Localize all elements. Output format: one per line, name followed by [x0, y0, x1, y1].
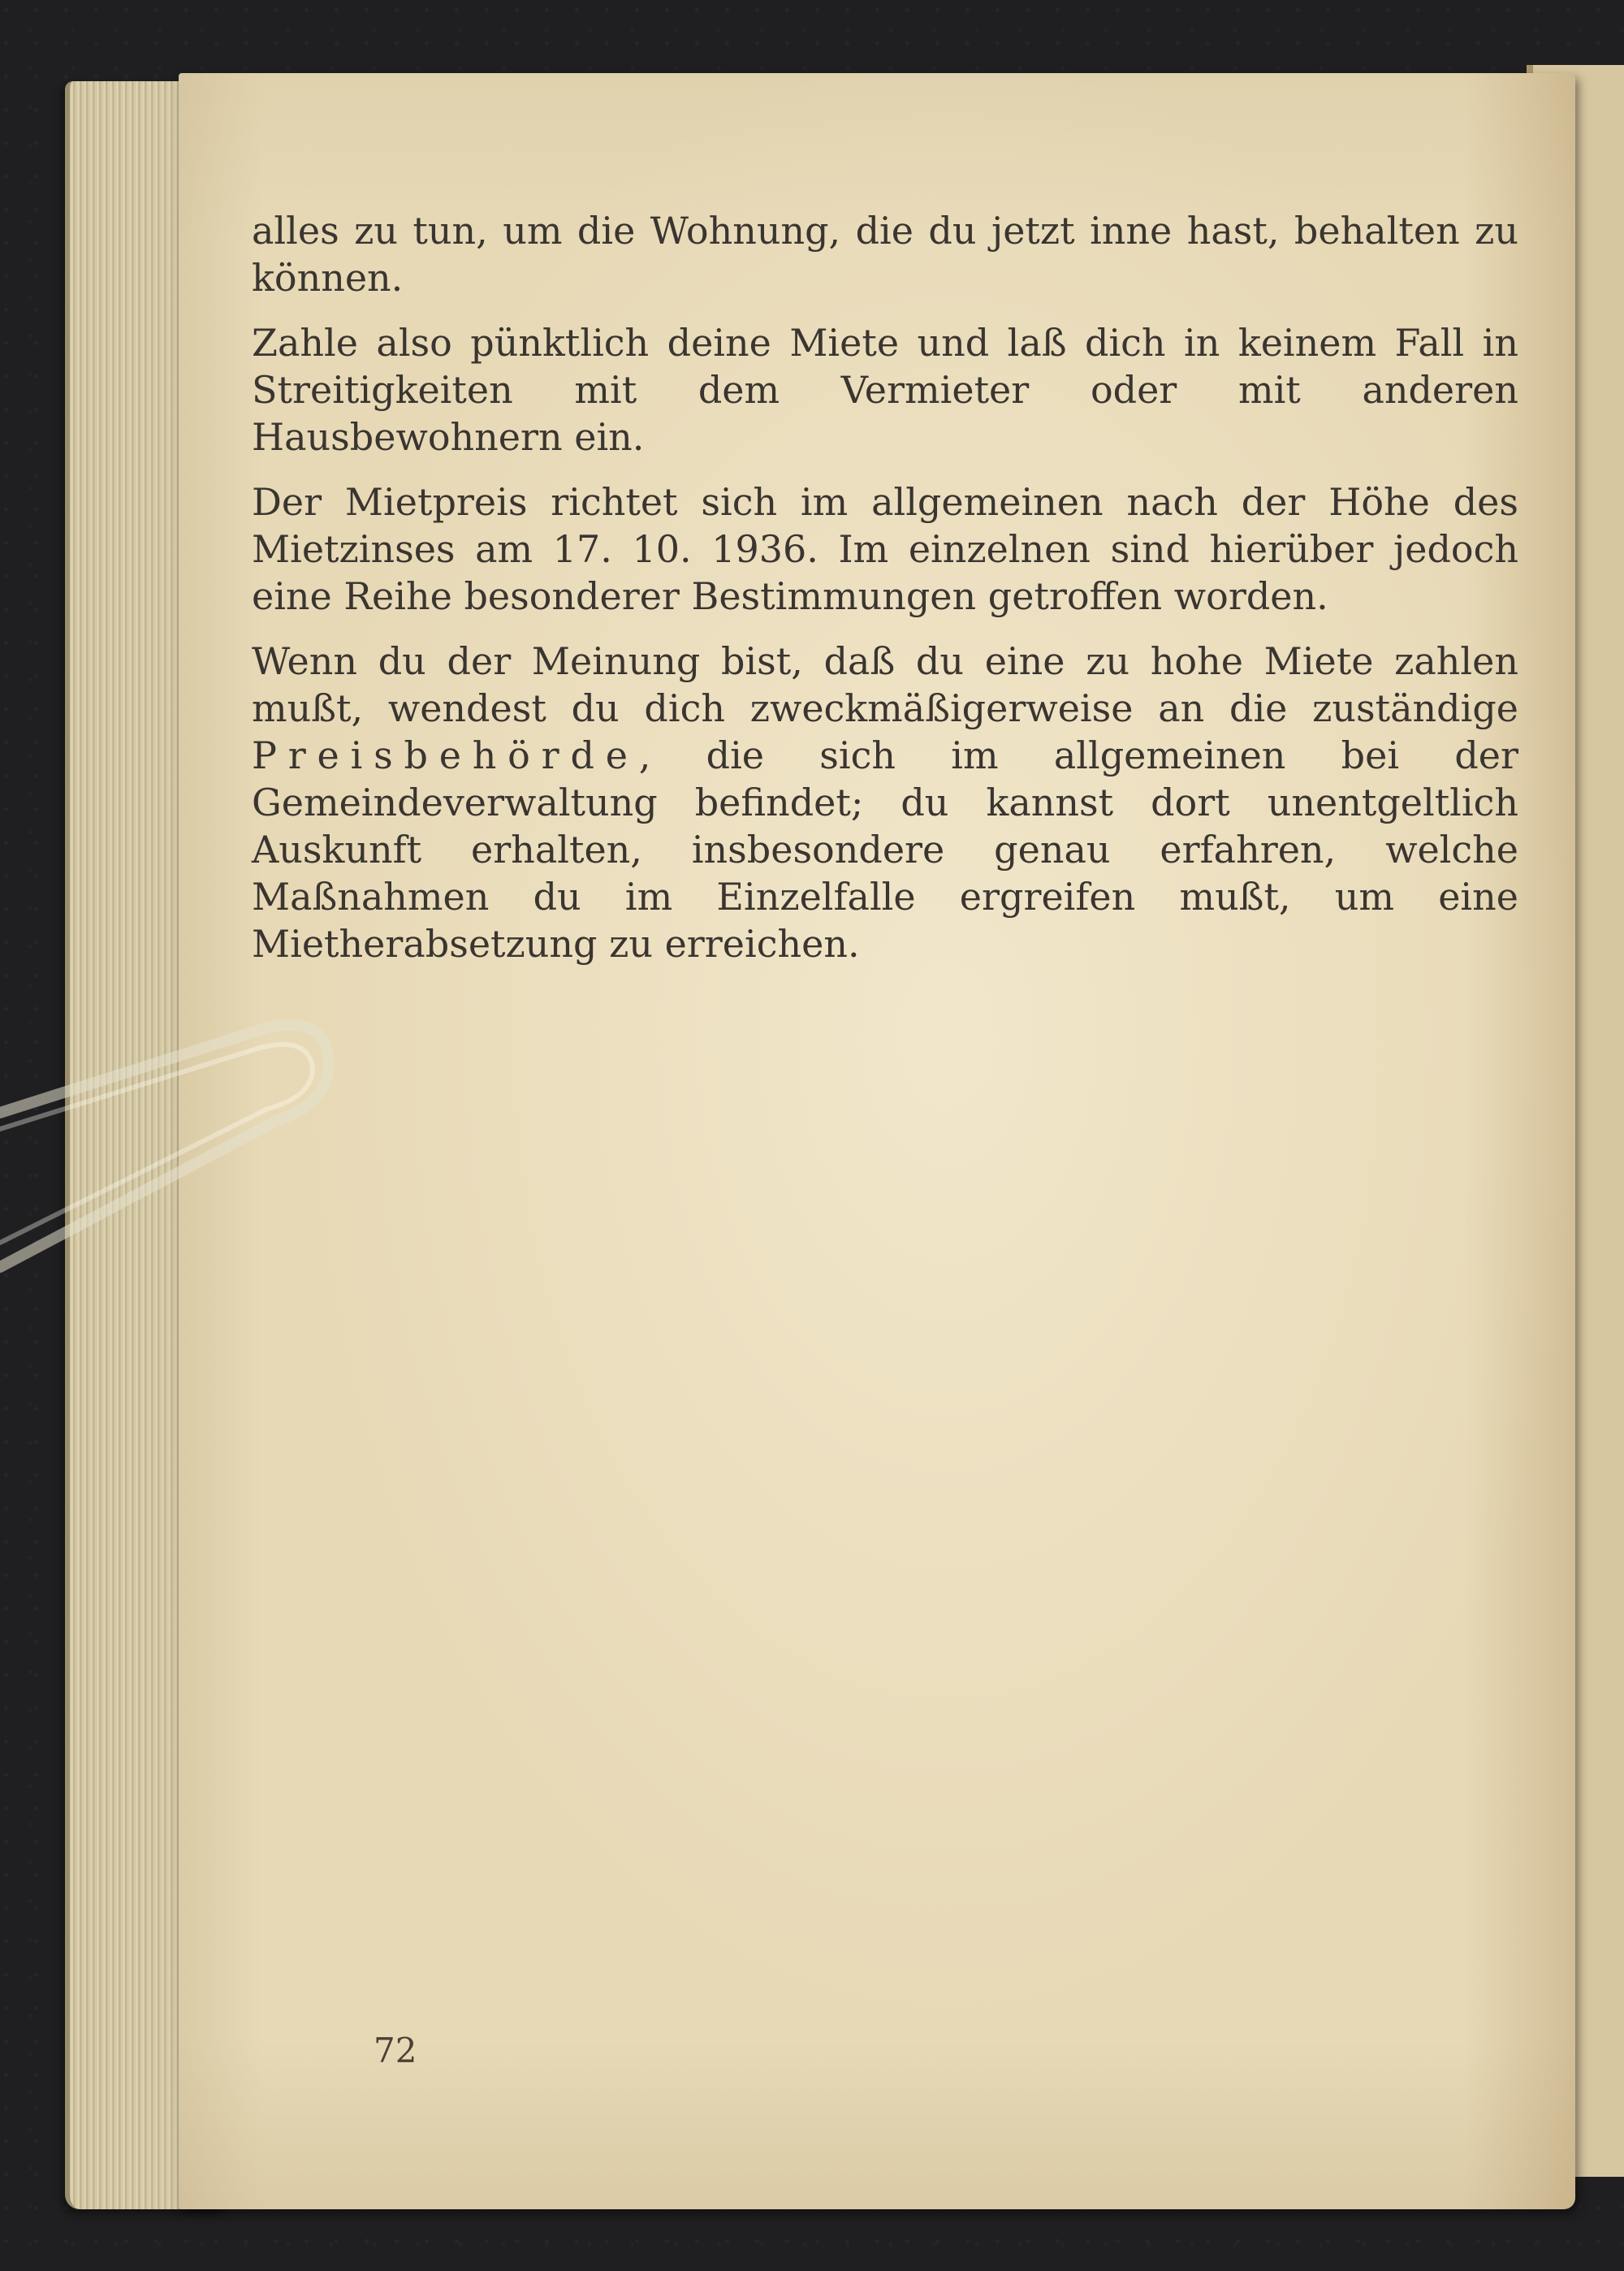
paragraph-4: [252, 638, 1518, 967]
page-text: [252, 207, 1518, 985]
paperclip-icon: [0, 999, 349, 1308]
emphasis-preisbehoerde: Preisbehörde: [252, 733, 639, 777]
page-number: 72: [374, 2031, 417, 2070]
paragraph-3: Der Mietpreis richtet sich im allgemeinen nach der Höhe des Mietzinses am 17. 10. 1936. Im einzelnen sind hierüber jedoch eine Reihe besonderer Bestimmungen getroffen worden.: [252, 480, 1518, 618]
paragraph-1: alles zu tun, um die Wohnung, die du jetzt inne hast, behalten zu können.: [252, 209, 1518, 300]
paragraph-4-after: , die sich im allgemeinen bei der Gemeindeverwaltung befindet; du kannst dort unentgeltlich Auskunft erhalten, insbesondere genau erfahren, welche Maßnahmen du im Einzelfalle ergreifen mußt, um eine Mietherabsetzung zu erreichen.: [252, 733, 1518, 966]
paragraph-4-before: Wenn du der Meinung bist, daß du eine zu hohe Miete zahlen mußt, wendest du dich zweckmäßigerweise an die zuständige: [252, 639, 1518, 730]
paragraph-2: Zahle also pünktlich deine Miete und laß dich in keinem Fall in Streitigkeiten mit dem Vermieter oder mit anderen Hausbewohnern ein.: [252, 321, 1518, 459]
